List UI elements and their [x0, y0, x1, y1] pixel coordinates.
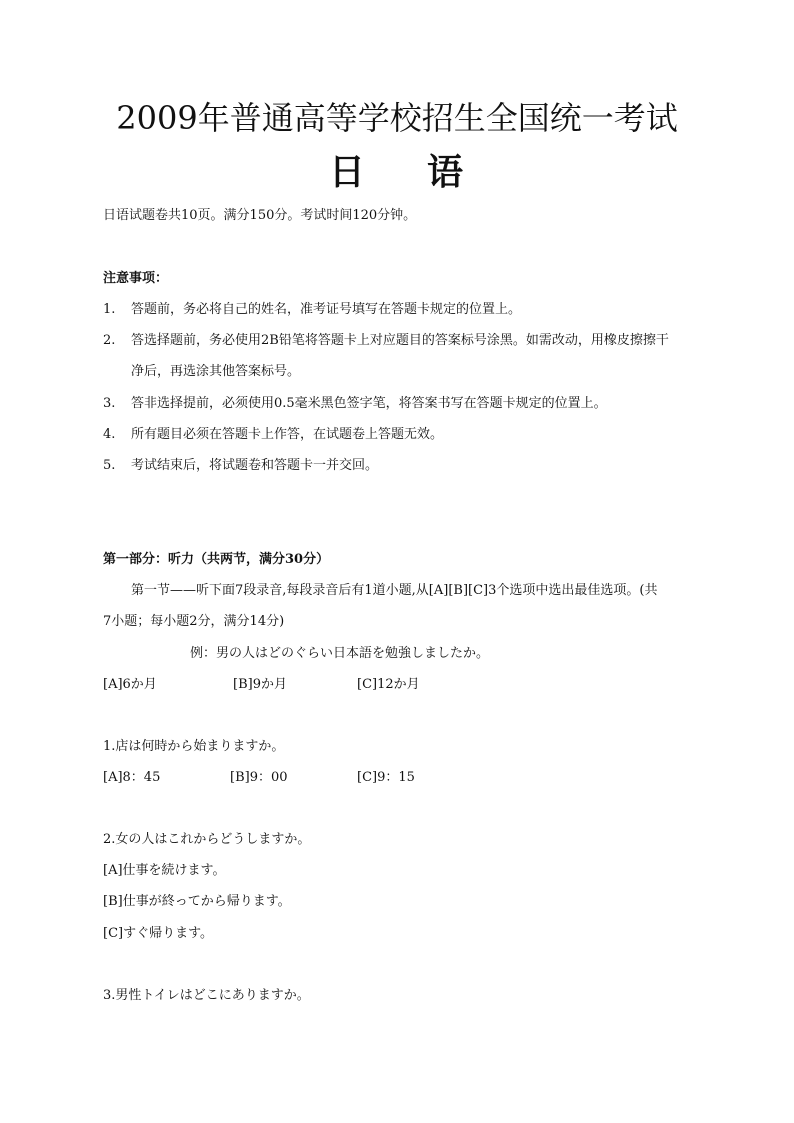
exam-intro: 日语试题卷共10页。满分150分。考试时间120分钟。: [103, 208, 417, 223]
subject-title: [0, 150, 794, 194]
note-text-continued: 净后，再选涂其他答案标号。: [131, 364, 301, 379]
question-2-option-b: [B]仕事が終ってから帰ります。: [103, 894, 291, 909]
example-option-b: [B]9か月: [233, 677, 287, 692]
part1-instruction-continued: 7小题；每小题2分，满分14分): [103, 614, 285, 629]
question-2-option-c: [C]すぐ帰ります。: [103, 926, 214, 941]
example-option-c: [C]12か月: [357, 677, 420, 692]
example-question: 例：男の人はどのぐらい日本語を勉強しましたか。: [190, 646, 490, 661]
note-number: 2.: [103, 333, 116, 348]
note-text: 所有题目必须在答题卡上作答，在试题卷上答题无效。: [131, 427, 444, 442]
note-number: 4.: [103, 427, 116, 442]
question-1-option-c: [C]9：15: [357, 770, 415, 785]
subject-title-char-2: 语: [427, 151, 466, 193]
example-option-a: [A]6か月: [103, 677, 157, 692]
exam-title: 2009年普通高等学校招生全国统一考试: [116, 99, 678, 137]
notes-heading: 注意事项：: [103, 271, 169, 286]
note-number: 3.: [103, 396, 116, 411]
note-text: 考试结束后，将试题卷和答题卡一并交回。: [131, 458, 379, 473]
question-2-option-a: [A]仕事を続けます。: [103, 863, 226, 878]
note-number: 5.: [103, 458, 116, 473]
note-text: 答选择题前，务必使用2B铅笔将答题卡上对应题目的答案标号涂黑。如需改动，用橡皮擦擦干: [131, 333, 669, 348]
note-text: 答非选择提前，必须使用0.5毫米黑色签字笔，将答案书写在答题卡规定的位置上。: [131, 396, 607, 411]
note-text: 答题前，务必将自己的姓名，准考证号填写在答题卡规定的位置上。: [131, 302, 522, 317]
question-1-option-a: [A]8：45: [103, 770, 161, 785]
part1-instruction: 第一节——听下面7段录音,每段录音后有1道小题,从[A][B][C]3个选项中选出最佳选项。(共: [131, 583, 658, 598]
question-1-option-b: [B]9：00: [230, 770, 288, 785]
question-1: 1.店は何時から始まりますか。: [103, 739, 285, 754]
question-3: 3.男性トイレはどこにありますか。: [103, 988, 310, 1003]
subject-title-char-1: 日: [328, 151, 367, 193]
question-2: 2.女の人はこれからどうしますか。: [103, 832, 311, 847]
part1-heading: 第一部分：听力（共两节，满分30分）: [103, 552, 330, 567]
note-number: 1.: [103, 302, 116, 317]
